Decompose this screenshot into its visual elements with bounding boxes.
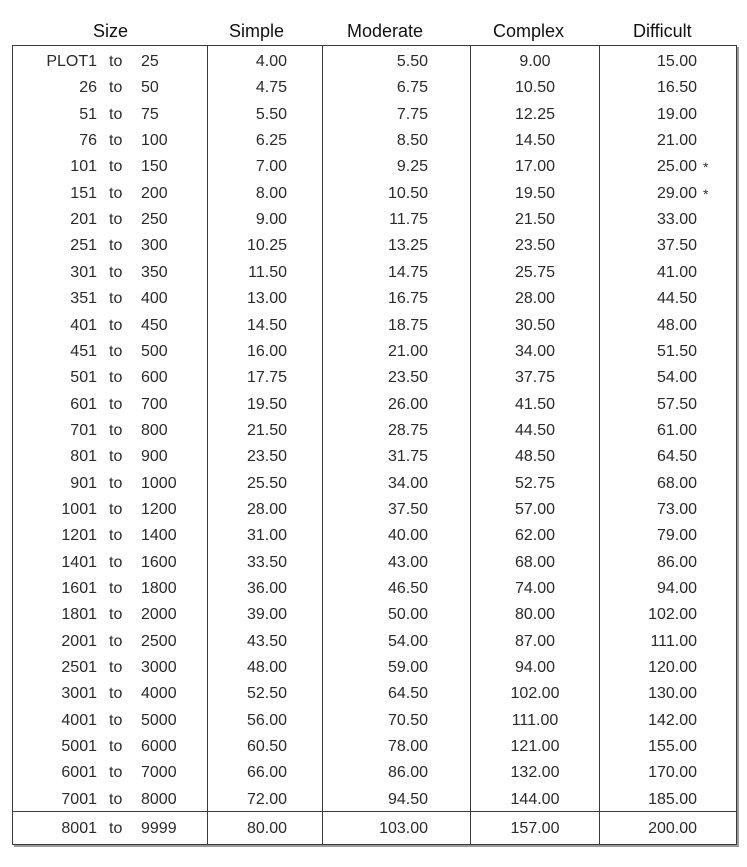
- simple-price: 16.00: [246, 343, 287, 360]
- size-to-word: to: [109, 712, 123, 729]
- simple-price: 4.75: [255, 79, 287, 96]
- difficult-price: 94.00: [656, 580, 697, 597]
- size-to: 100: [141, 132, 168, 149]
- simple-price: 56.00: [246, 712, 287, 729]
- size-from: 801: [70, 448, 97, 465]
- moderate-price: 9.25: [396, 158, 428, 175]
- moderate-price: 11.75: [389, 211, 428, 228]
- difficult-price: 29.00: [656, 185, 697, 202]
- difficult-price: 15.00: [656, 53, 697, 70]
- moderate-price: 26.00: [387, 396, 428, 413]
- simple-price: 80.00: [246, 820, 287, 837]
- size-from: 251: [70, 237, 97, 254]
- complex-price: 144.00: [510, 791, 560, 808]
- size-to-word: to: [109, 448, 123, 465]
- complex-price: 10.50: [514, 79, 556, 96]
- simple-price: 8.00: [255, 185, 287, 202]
- difficult-price: 200.00: [648, 820, 697, 837]
- moderate-price: 37.50: [387, 501, 428, 518]
- size-to: 450: [141, 317, 168, 334]
- moderate-price: 10.50: [387, 185, 428, 202]
- moderate-price: 86.00: [387, 764, 428, 781]
- simple-price: 23.50: [246, 448, 287, 465]
- size-to: 1400: [141, 527, 177, 544]
- complex-price: 52.75: [514, 475, 556, 492]
- size-to: 350: [141, 264, 168, 281]
- size-from: 3001: [61, 685, 97, 702]
- complex-price: 9.00: [519, 53, 551, 70]
- column-divider: [470, 46, 471, 844]
- size-to: 1600: [141, 554, 177, 571]
- difficult-price: 61.00: [656, 422, 697, 439]
- size-to: 500: [141, 343, 168, 360]
- complex-price: 68.00: [514, 554, 556, 571]
- size-to: 800: [141, 422, 168, 439]
- moderate-price: 23.50: [387, 369, 428, 386]
- size-to: 4000: [141, 685, 177, 702]
- difficult-price: 37.50: [656, 237, 697, 254]
- difficult-price: 142.00: [648, 712, 697, 729]
- simple-price: 10.25: [246, 237, 287, 254]
- moderate-price: 5.50: [396, 53, 428, 70]
- difficult-price: 19.00: [656, 106, 697, 123]
- complex-price: 14.50: [514, 132, 556, 149]
- moderate-price: 16.75: [387, 290, 428, 307]
- simple-price: 28.00: [246, 501, 287, 518]
- size-from: 501: [70, 369, 97, 386]
- complex-price: 34.00: [514, 343, 556, 360]
- complex-price: 28.00: [514, 290, 556, 307]
- simple-price: 39.00: [246, 606, 287, 623]
- size-to-word: to: [109, 132, 123, 149]
- simple-price: 4.00: [255, 53, 287, 70]
- size-to-word: to: [109, 738, 123, 755]
- size-from: 1201: [61, 527, 97, 544]
- size-to-word: to: [109, 211, 123, 228]
- difficult-price: 44.50: [656, 290, 697, 307]
- size-to: 2000: [141, 606, 177, 623]
- size-to: 300: [141, 237, 168, 254]
- moderate-price: 54.00: [387, 633, 428, 650]
- simple-price: 25.50: [246, 475, 287, 492]
- difficult-price: 155.00: [648, 738, 697, 755]
- complex-price: 17.00: [514, 158, 556, 175]
- moderate-price: 40.00: [387, 527, 428, 544]
- size-from: PLOT1: [46, 53, 97, 70]
- size-from: 401: [70, 317, 97, 334]
- complex-price: 121.00: [510, 738, 560, 755]
- size-from: 5001: [61, 738, 97, 755]
- size-from: 6001: [61, 764, 97, 781]
- difficult-price: 41.00: [656, 264, 697, 281]
- moderate-price: 21.00: [387, 343, 428, 360]
- difficult-price: 79.00: [656, 527, 697, 544]
- header-simple: Simple: [229, 21, 285, 41]
- size-to: 7000: [141, 764, 177, 781]
- difficult-price: 57.50: [656, 396, 697, 413]
- size-to-word: to: [109, 343, 123, 360]
- size-from: 8001: [61, 820, 97, 837]
- complex-price: 57.00: [514, 501, 556, 518]
- size-to: 700: [141, 396, 168, 413]
- simple-price: 72.00: [246, 791, 287, 808]
- size-from: 601: [70, 396, 97, 413]
- size-from: 26: [79, 79, 97, 96]
- simple-price: 60.50: [246, 738, 287, 755]
- size-to: 400: [141, 290, 168, 307]
- complex-price: 44.50: [514, 422, 556, 439]
- size-to-word: to: [109, 53, 123, 70]
- simple-price: 13.00: [246, 290, 287, 307]
- simple-price: 14.50: [246, 317, 287, 334]
- size-to-word: to: [109, 501, 123, 518]
- simple-price: 36.00: [246, 580, 287, 597]
- size-from: 351: [70, 290, 97, 307]
- moderate-price: 14.75: [387, 264, 428, 281]
- size-to-word: to: [109, 158, 123, 175]
- column-divider: [207, 46, 208, 844]
- size-to-word: to: [109, 264, 123, 281]
- moderate-price: 6.75: [396, 79, 428, 96]
- moderate-price: 78.00: [387, 738, 428, 755]
- complex-price: 37.75: [514, 369, 556, 386]
- size-from: 2501: [61, 659, 97, 676]
- size-to: 50: [141, 79, 159, 96]
- moderate-price: 31.75: [387, 448, 428, 465]
- difficult-price: 73.00: [656, 501, 697, 518]
- complex-price: 23.50: [514, 237, 556, 254]
- size-from: 4001: [61, 712, 97, 729]
- moderate-price: 94.50: [387, 791, 428, 808]
- size-to-word: to: [109, 475, 123, 492]
- difficult-price: 130.00: [648, 685, 697, 702]
- complex-price: 111.00: [511, 712, 559, 729]
- difficult-price: 25.00: [656, 158, 697, 175]
- size-to: 600: [141, 369, 168, 386]
- moderate-price: 18.75: [387, 317, 428, 334]
- moderate-price: 28.75: [387, 422, 428, 439]
- moderate-price: 103.00: [379, 820, 428, 837]
- complex-price: 12.25: [514, 106, 556, 123]
- size-to-word: to: [109, 237, 123, 254]
- moderate-price: 8.50: [396, 132, 428, 149]
- complex-price: 48.50: [514, 448, 556, 465]
- complex-price: 30.50: [514, 317, 556, 334]
- size-to-word: to: [109, 79, 123, 96]
- size-from: 201: [70, 211, 97, 228]
- size-to: 1200: [141, 501, 177, 518]
- complex-price: 80.00: [514, 606, 556, 623]
- size-from: 76: [79, 132, 97, 149]
- moderate-price: 43.00: [387, 554, 428, 571]
- size-to-word: to: [109, 185, 123, 202]
- simple-price: 19.50: [246, 396, 287, 413]
- size-to: 900: [141, 448, 168, 465]
- moderate-price: 46.50: [387, 580, 428, 597]
- simple-price: 52.50: [246, 685, 287, 702]
- complex-price: 157.00: [510, 820, 560, 837]
- simple-price: 43.50: [246, 633, 287, 650]
- size-from: 1801: [61, 606, 97, 623]
- difficult-price: 16.50: [656, 79, 697, 96]
- size-from: 7001: [61, 791, 97, 808]
- size-to: 25: [141, 53, 159, 70]
- header-moderate: Moderate: [347, 21, 424, 41]
- size-from: 101: [70, 158, 97, 175]
- size-from: 301: [70, 264, 97, 281]
- simple-price: 48.00: [246, 659, 287, 676]
- size-from: 1001: [61, 501, 97, 518]
- column-divider: [599, 46, 600, 844]
- difficult-price: 64.50: [656, 448, 697, 465]
- simple-price: 11.50: [248, 264, 287, 281]
- size-to: 8000: [141, 791, 177, 808]
- header-size: Size: [93, 21, 129, 41]
- moderate-price: 64.50: [387, 685, 428, 702]
- size-to-word: to: [109, 685, 123, 702]
- header-complex: Complex: [493, 21, 565, 41]
- size-to: 6000: [141, 738, 177, 755]
- simple-price: 21.50: [246, 422, 287, 439]
- size-to: 5000: [141, 712, 177, 729]
- size-to-word: to: [109, 791, 123, 808]
- size-from: 701: [70, 422, 97, 439]
- size-to-word: to: [109, 290, 123, 307]
- complex-price: 74.00: [514, 580, 556, 597]
- difficult-price: 48.00: [656, 317, 697, 334]
- difficult-price: 120.00: [648, 659, 697, 676]
- size-from: 1601: [61, 580, 97, 597]
- difficult-price: 68.00: [656, 475, 697, 492]
- size-to: 3000: [141, 659, 177, 676]
- complex-price: 102.00: [510, 685, 560, 702]
- size-to: 1800: [141, 580, 177, 597]
- moderate-price: 7.75: [396, 106, 428, 123]
- size-from: 451: [70, 343, 97, 360]
- moderate-price: 50.00: [387, 606, 428, 623]
- row-divider: [13, 811, 736, 812]
- complex-price: 132.00: [510, 764, 560, 781]
- size-to-word: to: [109, 527, 123, 544]
- size-from: 901: [70, 475, 97, 492]
- simple-price: 7.00: [255, 158, 287, 175]
- complex-price: 19.50: [514, 185, 556, 202]
- price-table: [12, 45, 737, 845]
- simple-price: 66.00: [246, 764, 287, 781]
- footnote-asterisk: *: [703, 186, 709, 202]
- moderate-price: 59.00: [387, 659, 428, 676]
- size-to: 1000: [141, 475, 177, 492]
- difficult-price: 86.00: [656, 554, 697, 571]
- difficult-price: 33.00: [656, 211, 697, 228]
- simple-price: 17.75: [246, 369, 287, 386]
- difficult-price: 21.00: [656, 132, 697, 149]
- simple-price: 6.25: [255, 132, 287, 149]
- size-to: 9999: [141, 820, 177, 837]
- size-to: 250: [141, 211, 168, 228]
- complex-price: 25.75: [514, 264, 556, 281]
- moderate-price: 34.00: [387, 475, 428, 492]
- size-to: 75: [141, 106, 159, 123]
- size-to-word: to: [109, 820, 123, 837]
- size-to: 150: [141, 158, 168, 175]
- size-to-word: to: [109, 106, 123, 123]
- complex-price: 62.00: [514, 527, 556, 544]
- size-to-word: to: [109, 659, 123, 676]
- size-to-word: to: [109, 317, 123, 334]
- size-from: 2001: [61, 633, 97, 650]
- difficult-price: 170.00: [648, 764, 697, 781]
- header-difficult: Difficult: [633, 21, 692, 41]
- complex-price: 94.00: [514, 659, 556, 676]
- difficult-price: 185.00: [648, 791, 697, 808]
- complex-price: 41.50: [514, 396, 556, 413]
- difficult-price: 111.00: [650, 633, 697, 650]
- moderate-price: 70.50: [387, 712, 428, 729]
- size-to-word: to: [109, 633, 123, 650]
- size-from: 1401: [61, 554, 97, 571]
- footnote-asterisk: *: [703, 159, 709, 175]
- simple-price: 33.50: [246, 554, 287, 571]
- simple-price: 31.00: [246, 527, 287, 544]
- size-from: 51: [79, 106, 97, 123]
- complex-price: 87.00: [514, 633, 556, 650]
- simple-price: 9.00: [255, 211, 287, 228]
- size-to: 2500: [141, 633, 177, 650]
- size-to-word: to: [109, 580, 123, 597]
- complex-price: 21.50: [514, 211, 556, 228]
- size-to-word: to: [109, 422, 123, 439]
- size-from: 151: [70, 185, 97, 202]
- size-to-word: to: [109, 764, 123, 781]
- size-to: 200: [141, 185, 168, 202]
- moderate-price: 13.25: [387, 237, 428, 254]
- column-divider: [322, 46, 323, 844]
- size-to-word: to: [109, 369, 123, 386]
- size-to-word: to: [109, 606, 123, 623]
- simple-price: 5.50: [255, 106, 287, 123]
- difficult-price: 102.00: [648, 606, 697, 623]
- size-to-word: to: [109, 554, 123, 571]
- size-to-word: to: [109, 396, 123, 413]
- difficult-price: 51.50: [656, 343, 697, 360]
- difficult-price: 54.00: [656, 369, 697, 386]
